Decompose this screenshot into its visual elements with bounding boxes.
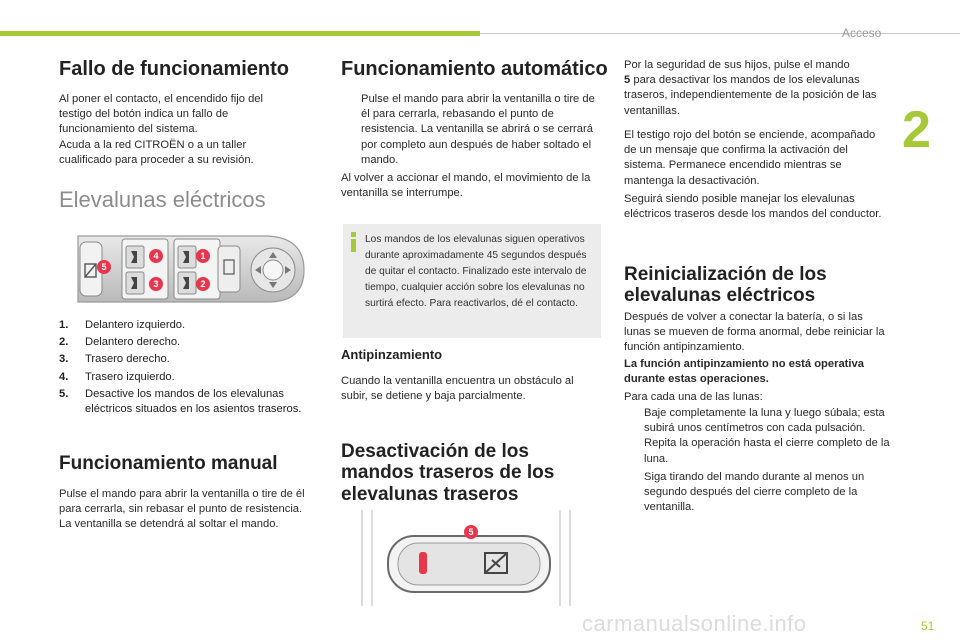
antipinzamiento-text: Cuando la ventanilla encuentra un obstáculo al subir, se detiene y baja parcialmente. <box>341 375 574 403</box>
bullet-marker <box>624 470 644 516</box>
page-number: 51 <box>921 619 935 633</box>
chapter-number: 2 <box>902 101 931 159</box>
controls-list <box>59 318 309 419</box>
list-item: 5. Desactive los mandos de los elevalunas eléctricos situados en los asientos traseros. <box>59 387 302 416</box>
bullet-marker <box>624 406 644 467</box>
badge-4: 4 <box>149 249 163 263</box>
reinicializacion-title: Reinicialización de los elevalunas eléctricos <box>624 264 827 307</box>
elevalunas-title: Elevalunas eléctricos <box>59 187 266 212</box>
desactivacion-title: Desactivación de los mandos traseros de los elevalunas traseros <box>341 441 555 505</box>
seguridad-text: Por la seguridad de sus hijos, pulse el mando 5 para desactivar los mandos de los elevalunas traseros, independientemente de la posición de las ventanillas. <box>624 59 877 117</box>
fallo-text-2: Acuda a la red CITROËN o a un taller cualificado para proceder a su revisión. <box>59 139 254 167</box>
list-item: 2. Delantero derecho. <box>59 336 181 349</box>
list-item: 3. Trasero derecho. <box>59 353 170 366</box>
list-item: 1. Delantero izquierdo. <box>59 319 186 331</box>
reinicializacion-text-2: Para cada una de las lunas: <box>624 391 763 403</box>
manual-title: Funcionamiento manual <box>59 453 278 474</box>
manual-text: Pulse el mando para abrir la ventanilla o tire de él para cerrarla, sin rebasar el punto de resistencia. La ventanilla se detendrá al soltar el mando. <box>59 488 305 531</box>
info-box <box>343 224 601 338</box>
watermark: carmanualsonline.info <box>582 611 807 636</box>
list-item: 4. Trasero izquierdo. <box>59 370 175 383</box>
rear-lock-illustration <box>348 510 584 606</box>
bullet-marker <box>341 92 361 168</box>
info-text: Los mandos de los elevalunas siguen operativos durante aproximadamente 45 segundos después de quitar el contacto. Finalizado este intervalo de tiempo, cualquier acción sobre los elevalunas no surtirá efecto. Para reactivarlos, dé el contacto. <box>365 234 587 309</box>
badge-1: 1 <box>196 249 210 263</box>
reinicializacion-text: Después de volver a conectar la batería, o si las lunas se mueven de forma anormal, debe reiniciar la función antipinzamiento. <box>624 311 885 354</box>
door-control-figure <box>68 230 308 308</box>
section-name: Acceso <box>842 26 882 40</box>
badge-5: 5 <box>97 260 111 274</box>
rear-lock-figure <box>348 510 584 606</box>
auto-text: Al volver a accionar el mando, el movimiento de la ventanilla se interrumpe. <box>341 172 591 200</box>
badge-3: 3 <box>149 277 163 291</box>
badge-5: 5 <box>464 525 478 539</box>
reinit-bullet: Baje completamente la luna y luego súbala; esta subirá unos centímetros con cada pulsación. Repita la operación hasta el cierre completo de la luna. <box>624 406 890 467</box>
info-icon <box>349 232 357 252</box>
testigo-text: El testigo rojo del botón se enciende, acompañado de un mensaje que confirma la activación del sistema. Permanece encendido mientras se mantenga la desactivación. <box>624 129 876 187</box>
fallo-title: Fallo de funcionamiento <box>59 58 290 80</box>
badge-2: 2 <box>196 277 210 291</box>
antipinzamiento-title: Antipinzamiento <box>341 347 443 362</box>
reinit-bullet: Siga tirando del mando durante al menos un segundo después del cierre completo de la ventanilla. <box>624 470 890 516</box>
fallo-text: Al poner el contacto, el encendido fijo del testigo del botón indica un fallo de funcionamiento del sistema. <box>59 93 263 136</box>
reinicializacion-warning: La función antipinzamiento no está operativa durante estas operaciones. <box>624 358 864 386</box>
auto-title: Funcionamiento automático <box>341 58 608 80</box>
testigo-text-2: Seguirá siendo posible manejar los elevalunas eléctricos traseros desde los mandos del conductor. <box>624 193 882 221</box>
header-accent-bar <box>0 31 480 36</box>
auto-bullet: Pulse el mando para abrir la ventanilla o tire de él para cerrarla, rebasando el punto de resistencia. La ventanilla se abrirá o se cerrará por completo aun después de haber soltado el mando. <box>341 92 603 168</box>
header-rule <box>480 33 960 34</box>
